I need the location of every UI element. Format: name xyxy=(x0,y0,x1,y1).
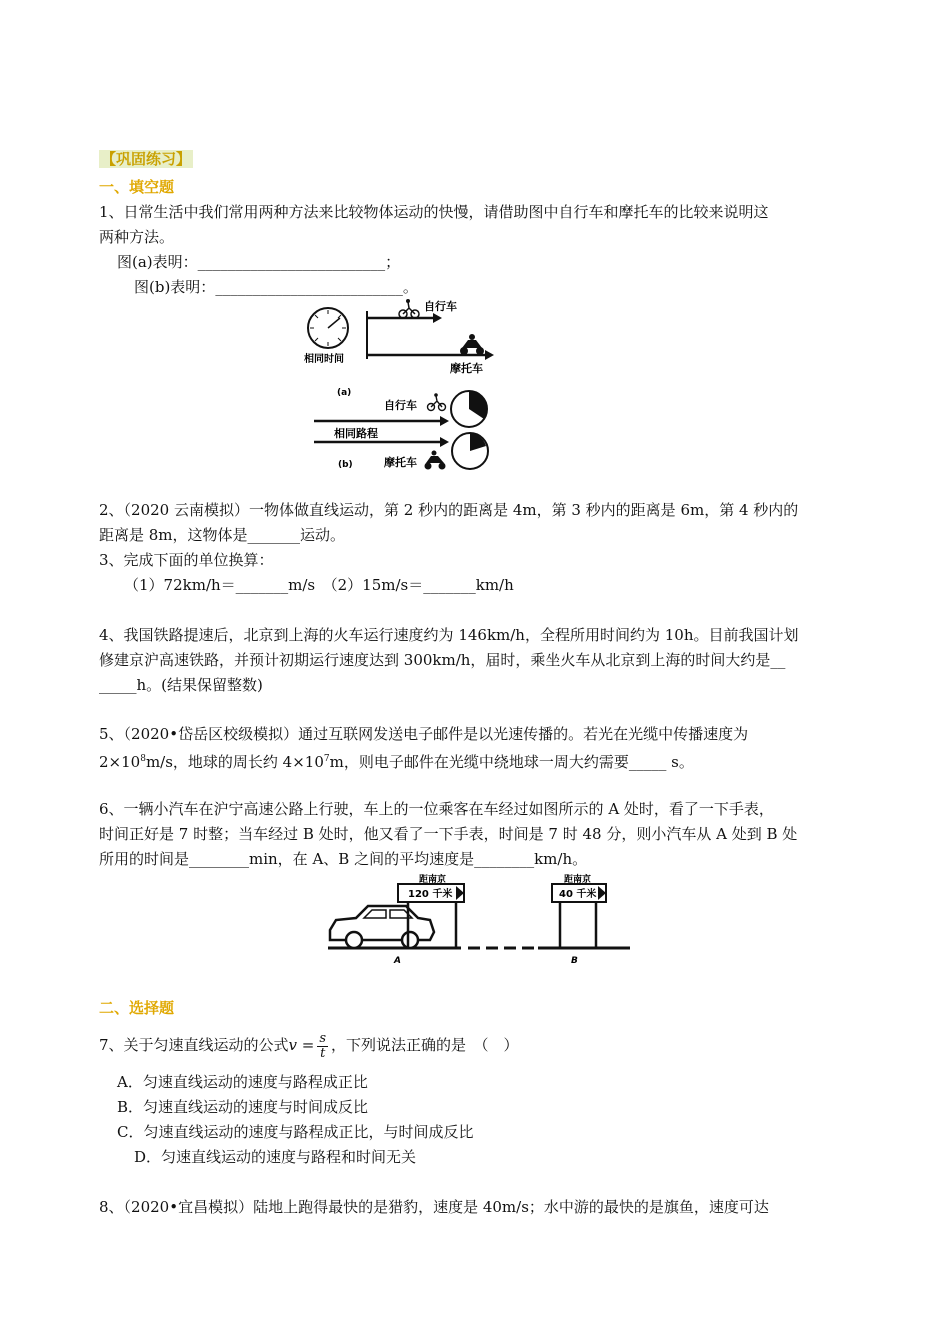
motorcycle-label-a: 摩托车 xyxy=(450,362,483,375)
q1-answer-a xyxy=(117,250,400,275)
point-a-label: A xyxy=(394,956,401,966)
arrow-head-icon xyxy=(440,416,449,426)
q1-text-line1: 1、日常生活中我们常用两种方法来比较物体运动的快慢，请借助图中自行车和摩托车的比较来说明这 xyxy=(99,203,769,221)
heading-label: 【巩固练习】 xyxy=(101,150,192,168)
q7-option-a: A．匀速直线运动的速度与路程成正比 xyxy=(117,1073,368,1091)
q6-text-line1: 6、一辆小汽车在沪宁高速公路上行驶，车上的一位乘客在车经过如图所示的 A 处时，看了一下手表， xyxy=(99,800,774,818)
q6-figure xyxy=(326,870,632,966)
figure-b-label: (b) xyxy=(338,460,353,470)
bicycle-label-b: 自行车 xyxy=(384,399,417,412)
car-icon xyxy=(330,906,434,948)
q5-exp1: 8 xyxy=(140,754,146,764)
figure-a-label: (a) xyxy=(337,388,352,398)
q7-stem xyxy=(99,1026,519,1064)
q5-text-line2 xyxy=(99,747,694,775)
q4-text-line2: 修建京沪高速铁路，并预计初期运行速度达到 300km/h，届时，乘坐火车从北京到上海的时间大约是__ xyxy=(99,651,786,669)
q7-eq: = xyxy=(297,1036,315,1054)
section-fill-blank-title: 一、填空题 xyxy=(99,178,175,196)
bicycle-icon xyxy=(428,393,446,410)
q3-text-line2: （1）72km/h＝_______m/s （2）15m/s＝_______km/h xyxy=(124,576,514,594)
q6-text-line3: 所用的时间是________min，在 A、B 之间的平均速度是________km/h。 xyxy=(99,850,588,868)
q1-b-label: 图(b)表明： xyxy=(134,278,216,296)
q8-text-line1: 8、（2020•宜昌模拟）陆地上跑得最快的是猎豹，速度是 40m/s；水中游的最快的是旗鱼，速度可达 xyxy=(99,1198,769,1216)
q2-text-line2: 距离是 8m，这物体是_______运动。 xyxy=(99,526,346,544)
q1-b-blank: _________________________。 xyxy=(215,278,418,296)
clock-icon xyxy=(452,433,488,469)
bicycle-icon xyxy=(399,299,419,318)
clock-icon xyxy=(451,391,487,427)
section-choice-title: 二、选择题 xyxy=(99,999,175,1017)
q7-var-v: v xyxy=(288,1036,298,1054)
point-b-label: B xyxy=(571,956,578,966)
q3-text-line1: 3、完成下面的单位换算： xyxy=(99,551,274,569)
q7-option-d: D．匀速直线运动的速度与路程和时间无关 xyxy=(134,1148,417,1166)
q7-fraction-den: t xyxy=(320,1045,326,1061)
q1-text-line2: 两种方法。 xyxy=(99,228,175,246)
clock-icon xyxy=(308,308,348,348)
q7-pre: 7、关于匀速直线运动的公式 xyxy=(99,1036,289,1054)
q6-text-line2: 时间正好是 7 时整；当车经过 B 处时，他又看了一下手表，时间是 7 时 48 分，则小汽车从 A 处到 B 处 xyxy=(99,825,798,843)
q7-option-b: B．匀速直线运动的速度与时间成反比 xyxy=(117,1098,369,1116)
same-time-label: 相同时间 xyxy=(304,354,344,365)
q1-a-label: 图(a)表明： xyxy=(117,253,198,271)
q1-figure xyxy=(300,296,505,478)
q2-text-line1: 2、（2020 云南模拟）一物体做直线运动，第 2 秒内的距离是 4m，第 3 秒内的距离是 6m，第 4 秒内的 xyxy=(99,501,799,519)
motorcycle-label-b: 摩托车 xyxy=(384,456,417,469)
same-distance-label: 相同路程 xyxy=(334,427,378,440)
practice-heading xyxy=(99,148,193,169)
q7-option-c: C．匀速直线运动的速度与路程成正比，与时间成反比 xyxy=(117,1123,474,1141)
q7-fraction xyxy=(317,1032,328,1061)
arrow-head-icon xyxy=(440,437,449,447)
arrow-head-icon xyxy=(433,313,442,323)
q4-text-line1: 4、我国铁路提速后，北京到上海的火车运行速度约为 146km/h，全程所用时间约为 10h。目前我国计划 xyxy=(99,626,799,644)
sign-b-title: 距南京 xyxy=(564,875,592,885)
q5-text-line1: 5、（2020•岱岳区校级模拟）通过互联网发送电子邮件是以光速传播的。若光在光缆中传播速度为 xyxy=(99,725,749,743)
q1-a-blank: _________________________； xyxy=(197,253,401,271)
q5-exp2: 7 xyxy=(323,754,330,764)
sign-b-value: 40 千米 xyxy=(559,889,597,900)
q5-mid: m/s，地球的周长约 4×10 xyxy=(145,753,324,771)
bicycle-label-a: 自行车 xyxy=(424,300,457,313)
arrow-head-icon xyxy=(485,350,494,360)
sign-a-value: 120 千米 xyxy=(408,889,453,900)
sign-b xyxy=(552,873,606,948)
q4-text-line3: _____h。(结果保留整数) xyxy=(99,676,263,694)
motorcycle-icon xyxy=(460,334,484,355)
q7-fraction-num: s xyxy=(319,1030,327,1046)
sign-a-title: 距南京 xyxy=(419,875,447,885)
q7-post: ，下列说法正确的是 （ ） xyxy=(331,1036,519,1054)
q5-pre: 2×10 xyxy=(99,753,141,771)
motorcycle-icon xyxy=(425,451,446,470)
q5-post: m，则电子邮件在光缆中绕地球一周大约需要_____ s。 xyxy=(329,753,694,771)
